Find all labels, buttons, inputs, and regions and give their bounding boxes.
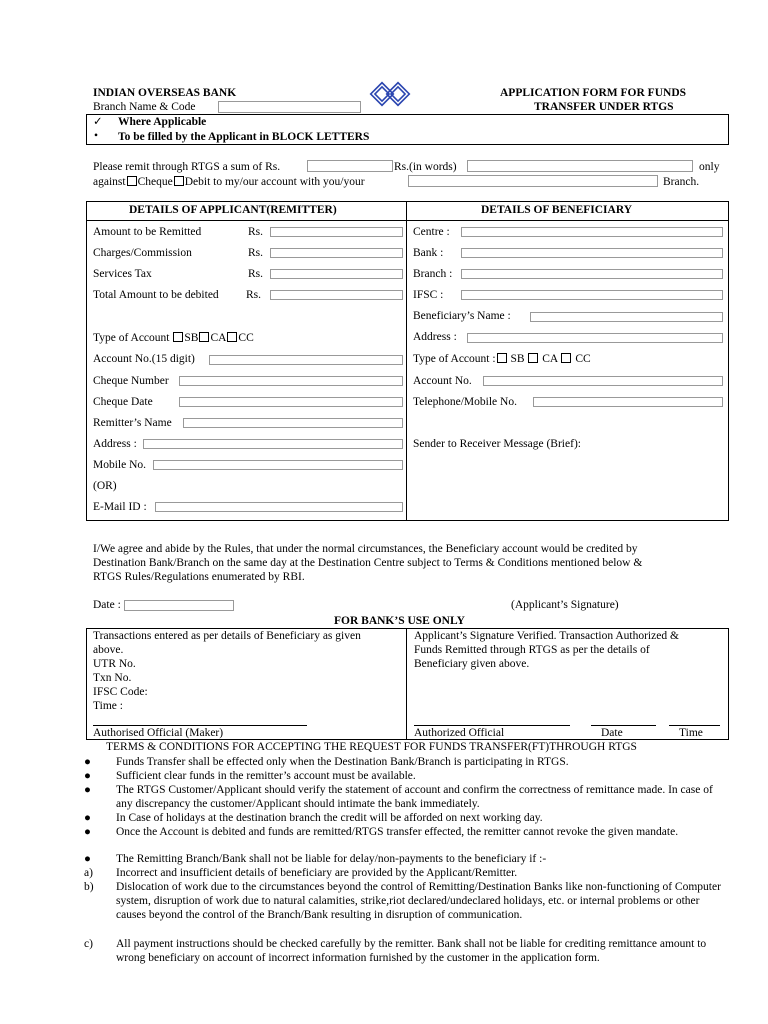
remitter-address-field[interactable] (143, 439, 403, 449)
email-label: E-Mail ID : (93, 501, 147, 513)
date-field[interactable] (124, 600, 234, 611)
term-text: All payment instructions should be checked carefully by the remitter. Bank shall not be liable for crediting remittance amount to wrong beneficiary on account of incorrect information furnished by the customer in the application form. (116, 938, 707, 964)
bank-label: Bank : (413, 247, 444, 259)
term-item (84, 812, 728, 826)
remitter-address-label: Address : (93, 438, 137, 450)
beneficiary-account-type (413, 353, 591, 367)
remitter-name-field[interactable] (183, 418, 403, 428)
bank-use-heading: FOR BANK’S USE ONLY (334, 615, 465, 627)
term-mark: b) (84, 881, 94, 893)
cheque-number-label: Cheque Number (93, 375, 169, 387)
term-text: Funds Transfer shall be effected only when the Destination Bank/Branch is participating in RTGS. (116, 756, 569, 768)
details-header-rule (86, 220, 729, 221)
telephone-label: Telephone/Mobile No. (413, 396, 517, 408)
tax-label: Services Tax (93, 268, 152, 280)
ifsc-code-label: IFSC Code: (93, 686, 148, 698)
block-letters-note: To be filled by the Applicant in BLOCK LETTERS (118, 131, 370, 143)
mobile-label: Mobile No. (93, 459, 147, 471)
term-item (84, 756, 728, 770)
charges-rs: Rs. (248, 247, 264, 259)
utr-label: UTR No. (93, 658, 136, 670)
bank-use-left-line1: Transactions entered as per details of Beneficiary as given (93, 630, 361, 642)
sb-label: SB (184, 332, 199, 344)
agreement-line2: Destination Bank/Branch on the same day at the Destination Centre subject to Terms & Conditions mentioned below & (93, 557, 643, 569)
authorized-label: Authorized Official (414, 727, 505, 739)
telephone-field[interactable] (533, 397, 723, 407)
centre-label: Centre : (413, 226, 450, 238)
bank-use-right-line1: Applicant’s Signature Verified. Transaction Authorized & (414, 630, 679, 642)
term-text: Sufficient clear funds in the remitter’s account must be available. (116, 770, 416, 782)
centre-field[interactable] (461, 227, 723, 237)
cheque-label: Cheque (137, 176, 173, 188)
bank-use-right-line2: Funds Remitted through RTGS as per the details of (414, 644, 650, 656)
sb-checkbox[interactable] (173, 332, 183, 342)
ca-label: CA (210, 332, 227, 344)
applicant-account-type (93, 332, 254, 346)
beneficiary-account-no-label: Account No. (413, 375, 472, 387)
beneficiary-address-label: Address : (413, 331, 457, 343)
branch-label: Branch Name & Code (93, 101, 196, 113)
check-icon: ✓ (93, 116, 103, 128)
authorized-signature-line (414, 725, 570, 726)
beneficiary-branch-field[interactable] (461, 269, 723, 279)
beneficiary-heading: DETAILS OF BENEFICIARY (481, 204, 633, 216)
cheque-number-field[interactable] (179, 376, 403, 386)
term-text: Once the Account is debited and funds are remitted/RTGS transfer effected, the remitter cannot revoke the given mandate. (116, 826, 679, 838)
amount-rs: Rs. (248, 226, 264, 238)
cc-label: CC (238, 332, 254, 344)
beneficiary-ca-label: CA (542, 353, 558, 365)
bank-field[interactable] (461, 248, 723, 258)
ifsc-field[interactable] (461, 290, 723, 300)
term-mark: ● (84, 826, 91, 838)
beneficiary-sb-checkbox[interactable] (497, 353, 507, 363)
remitter-name-label: Remitter’s Name (93, 417, 172, 429)
bank-time-label: Time (679, 727, 703, 739)
date-signature-line (591, 725, 656, 726)
beneficiary-address-field[interactable] (467, 333, 723, 343)
amount-words-field[interactable] (467, 160, 693, 172)
beneficiary-cc-label: CC (575, 353, 591, 365)
agreement-line3: RTGS Rules/Regulations enumerated by RBI. (93, 571, 305, 583)
beneficiary-branch-label: Branch : (413, 268, 453, 280)
cheque-checkbox[interactable] (127, 176, 137, 186)
amount-field[interactable] (270, 227, 403, 237)
tax-rs: Rs. (248, 268, 264, 280)
only-label: only (699, 161, 720, 173)
term-item (84, 770, 728, 784)
term-item (84, 853, 728, 867)
charges-field[interactable] (270, 248, 403, 258)
branch-name-field[interactable] (408, 175, 658, 187)
bank-use-divider (406, 628, 407, 740)
cc-checkbox[interactable] (227, 332, 237, 342)
against-label (93, 176, 365, 190)
against-text: against (93, 176, 126, 188)
debit-checkbox[interactable] (174, 176, 184, 186)
form-title-line1: APPLICATION FORM FOR FUNDS (500, 87, 687, 99)
beneficiary-account-type-label: Type of Account : (413, 353, 496, 365)
total-label: Total Amount to be debited (93, 289, 219, 301)
maker-label: Authorised Official (Maker) (93, 727, 224, 739)
account-no-label: Account No.(15 digit) (93, 353, 195, 365)
in-words-label: Rs.(in words) (394, 161, 457, 173)
beneficiary-cc-checkbox[interactable] (561, 353, 571, 363)
term-text: In Case of holidays at the destination branch the credit will be afforded on next working day. (116, 812, 543, 824)
ca-checkbox[interactable] (199, 332, 209, 342)
total-rs: Rs. (246, 289, 262, 301)
account-no-field[interactable] (209, 355, 403, 365)
term-item (84, 826, 728, 854)
term-mark: a) (84, 867, 93, 879)
beneficiary-name-label: Beneficiary’s Name : (413, 310, 511, 322)
term-mark: ● (84, 812, 91, 824)
terms-heading: TERMS & CONDITIONS FOR ACCEPTING THE REQUEST FOR FUNDS TRANSFER(FT)THROUGH RTGS (106, 741, 637, 753)
date-label: Date : (93, 599, 121, 611)
amount-label: Amount to be Remitted (93, 226, 202, 238)
form-title-line2: TRANSFER UNDER RTGS (534, 101, 674, 113)
bank-name: INDIAN OVERSEAS BANK (93, 87, 237, 99)
time-signature-line (669, 725, 720, 726)
where-applicable: Where Applicable (118, 116, 207, 128)
maker-signature-line (93, 725, 307, 726)
cheque-date-label: Cheque Date (93, 396, 153, 408)
beneficiary-name-field[interactable] (530, 312, 723, 322)
remit-prefix: Please remit through RTGS a sum of Rs. (93, 161, 281, 173)
applicant-signature: (Applicant’s Signature) (511, 599, 619, 611)
beneficiary-ca-checkbox[interactable] (528, 353, 538, 363)
bullet-icon: • (94, 130, 99, 142)
txn-label: Txn No. (93, 672, 132, 684)
message-label: Sender to Receiver Message (Brief): (413, 438, 581, 450)
branch-suffix: Branch. (663, 176, 700, 188)
tax-field[interactable] (270, 269, 403, 279)
bank-logo (368, 80, 412, 116)
details-divider (406, 201, 407, 521)
agreement-line1: I/We agree and abide by the Rules, that under the normal circumstances, the Beneficiary account would be credited by (93, 543, 638, 555)
term-mark: ● (84, 853, 91, 865)
email-field[interactable] (155, 502, 403, 512)
applicant-heading: DETAILS OF APPLICANT(REMITTER) (129, 204, 337, 216)
beneficiary-sb-label: SB (510, 353, 525, 365)
charges-label: Charges/Commission (93, 247, 192, 259)
term-item (84, 938, 728, 980)
debit-label: Debit to my/our account with you/your (184, 176, 365, 188)
account-type-label: Type of Account (93, 332, 170, 344)
mobile-field[interactable] (153, 460, 403, 470)
term-text: Incorrect and insufficient details of beneficiary are provided by the Applicant/Remitter. (116, 867, 518, 879)
bank-date-label: Date (601, 727, 623, 739)
term-item (84, 867, 728, 881)
term-mark: ● (84, 756, 91, 768)
term-text: The Remitting Branch/Bank shall not be liable for delay/non-payments to the beneficiary if :- (116, 853, 547, 865)
or-label: (OR) (93, 480, 117, 492)
term-mark: ● (84, 770, 91, 782)
ifsc-label: IFSC : (413, 289, 444, 301)
term-text: The RTGS Customer/Applicant should verify the statement of account and confirm the correctness of remittance made. In case of any discrepancy the customer/Applicant should intimate the bank immediately. (116, 784, 713, 810)
total-field[interactable] (270, 290, 403, 300)
term-text: Dislocation of work due to the circumstances beyond the control of Remitting/Destination Banks like non-functioning of Computer system, disruption of work due to natural calamities, strike,riot declared/undeclared holidays, etc. or internal problems or other causes beyond the control of the Branch/Bank resulting in disruption of communication. (116, 881, 721, 921)
time-label: Time : (93, 700, 123, 712)
term-mark: c) (84, 938, 93, 950)
cheque-date-field[interactable] (179, 397, 403, 407)
term-item (84, 784, 728, 812)
beneficiary-account-no-field[interactable] (483, 376, 723, 386)
bank-use-right-line3: Beneficiary given above. (414, 658, 530, 670)
term-item (84, 881, 728, 937)
amount-figures-field[interactable] (307, 160, 393, 172)
bank-use-left-line2: above. (93, 644, 124, 656)
term-mark: ● (84, 784, 91, 796)
branch-field[interactable] (218, 101, 361, 113)
